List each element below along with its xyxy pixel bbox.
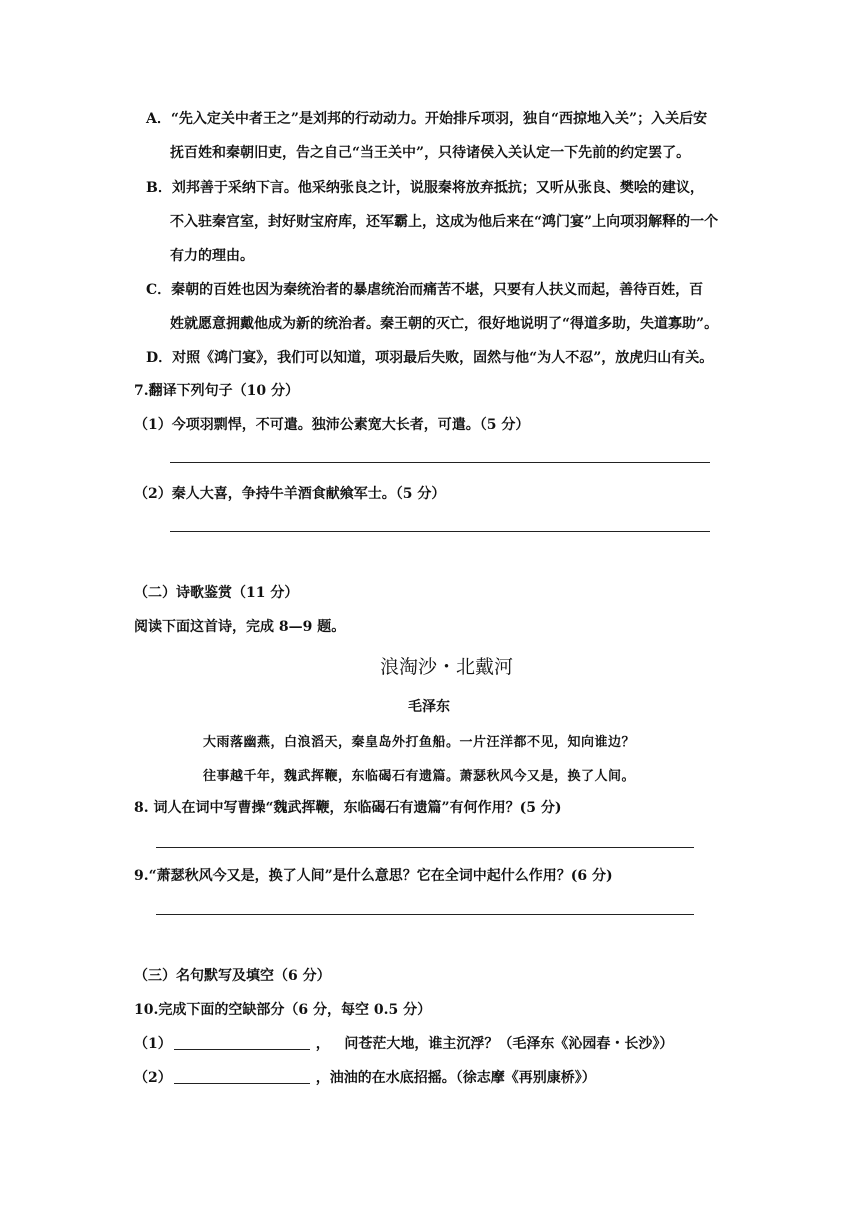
option-d <box>146 348 713 368</box>
q10-item-1 <box>134 1034 673 1054</box>
q10-item-2-number: （2） <box>134 1070 172 1086</box>
option-c <box>146 280 703 300</box>
option-b-line-2: 不入驻秦宫室，封好财宝府库，还军霸上，这成为他后来在“鸿门宴”上向项羽解释的一个 <box>170 214 719 230</box>
q10-item-1-text: 问苍茫大地，谁主沉浮？（毛泽东《沁园春・长沙》） <box>344 1036 674 1052</box>
poem-title: 浪淘沙・北戴河 <box>380 656 514 678</box>
q10-item-1-separator: ， <box>315 1036 330 1052</box>
q10-item-1-number: （1） <box>134 1036 172 1052</box>
option-a-line-1: “先入定关中者王之”是刘邦的行动动力。开始排斥项羽，独自“西掠地入关”；入关后安 <box>170 111 708 127</box>
section-2-instruction: 阅读下面这首诗，完成 8—9 题。 <box>134 619 346 635</box>
option-c-label: C． <box>146 282 172 298</box>
option-b-line-1: 刘邦善于采纳下言。他采纳张良之计，说服秦将放弃抵抗；又听从张良、樊哙的建议， <box>171 180 704 196</box>
q10-item-2 <box>134 1068 596 1088</box>
option-d-label: D． <box>146 350 173 366</box>
q7-title: 7.翻译下列句子（10 分） <box>134 383 299 399</box>
q9-text: 9.“萧瑟秋风今又是，换了人间”是什么意思？它在全词中起什么作用？(6 分) <box>134 868 613 884</box>
section-2-title: （二）诗歌鉴赏（11 分） <box>134 585 299 601</box>
q10-item-2-text: ，油油的在水底招摇。（徐志摩《再别康桥》） <box>315 1070 596 1086</box>
q7-answer-line-1[interactable] <box>170 462 710 463</box>
q7-sentence-1: （1）今项羽剽悍，不可遣。独沛公素宽大长者，可遣。（5 分） <box>134 417 530 433</box>
option-c-line-1: 秦朝的百姓也因为秦统治者的暴虐统治而痛苦不堪，只要有人扶义而起，善待百姓，百 <box>171 282 704 298</box>
poem-line-2: 往事越千年，魏武挥鞭，东临碣石有遗篇。萧瑟秋风今又是，换了人间。 <box>203 769 636 784</box>
q10-title: 10.完成下面的空缺部分（6 分，每空 0.5 分） <box>134 1002 432 1018</box>
q7-answer-line-2[interactable] <box>170 531 710 532</box>
option-c-line-2: 姓就愿意拥戴他成为新的统治者。秦王朝的灭亡，很好地说明了“得道多助，失道寡助”。 <box>170 316 719 332</box>
section-3-title: （三）名句默写及填空（6 分） <box>134 968 331 984</box>
q8-text: 8. 词人在词中写曹操“魏武挥鞭，东临碣石有遗篇”有何作用？(5 分) <box>134 800 562 816</box>
poem-author: 毛泽东 <box>408 699 450 715</box>
option-d-line-1: 对照《鸿门宴》，我们可以知道，项羽最后失败，固然与他“为人不忍”，放虎归山有关。 <box>172 350 714 366</box>
poem-line-1: 大雨落幽燕，白浪滔天，秦皇岛外打鱼船。一片汪洋都不见，知向谁边？ <box>203 735 636 750</box>
q9-answer-line[interactable] <box>156 914 694 915</box>
option-b-line-3: 有力的理由。 <box>170 248 254 264</box>
option-b <box>146 178 704 198</box>
q8-answer-line[interactable] <box>156 847 694 848</box>
q10-item-1-blank[interactable] <box>174 1034 310 1050</box>
option-a-line-2: 抚百姓和秦朝旧吏，告之自己“当王关中”，只待诸侯入关认定一下先前的约定罢了。 <box>170 145 691 161</box>
option-b-label: B． <box>146 180 172 196</box>
q10-item-2-blank[interactable] <box>174 1068 310 1084</box>
option-a-label: A． <box>146 111 171 127</box>
q7-sentence-2: （2）秦人大喜，争持牛羊酒食献飨军士。（5 分） <box>134 486 446 502</box>
option-a <box>146 109 707 129</box>
